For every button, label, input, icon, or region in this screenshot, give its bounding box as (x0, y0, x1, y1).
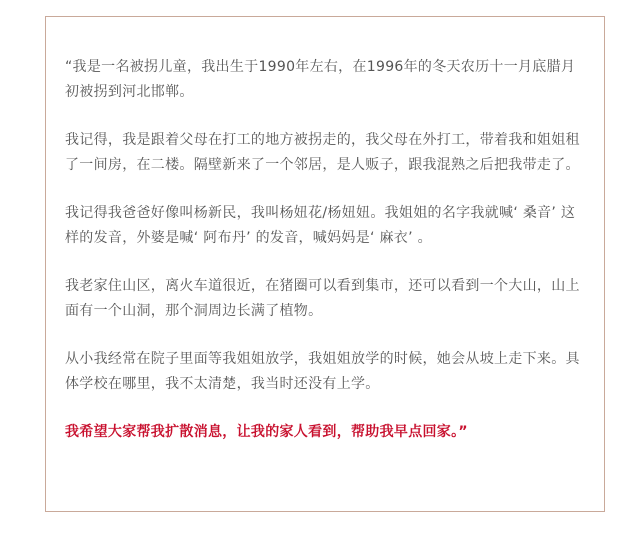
paragraph-hometown: 我老家住山区，离火车道很近，在猪圈可以看到集市，还可以看到一个大山，山上面有一个山洞，那个洞周边长满了植物。 (65, 278, 580, 319)
closing-appeal: 我希望大家帮我扩散消息，让我的家人看到，帮助我早点回家。” (65, 424, 468, 440)
paragraph-abduction: 我记得，我是跟着父母在打工的地方被拐走的，我父母在外打工，带着我和姐姐租了一间房，在二楼。隔壁新来了一个邻居，是人贩子，跟我混熟之后把我带走了。 (65, 132, 580, 173)
paragraph-family-names: 我记得我爸爸好像叫杨新民，我叫杨妞花/杨妞妞。我姐姐的名字我就喊‘ 桑音’ 这样的发音，外婆是喊‘ 阿布丹’ 的发音，喊妈妈是‘ 麻衣’ 。 (65, 205, 576, 246)
paragraph-childhood: 从小我经常在院子里面等我姐姐放学，我姐姐放学的时候，她会从坡上走下来。具体学校在哪里，我不太清楚，我当时还没有上学。 (65, 351, 580, 392)
paragraph-intro: “我是一名被拐儿童，我出生于1990年左右，在1996年的冬天农历十一月底腊月初被拐到河北邯郸。 (65, 59, 576, 100)
quote-box (45, 16, 605, 512)
